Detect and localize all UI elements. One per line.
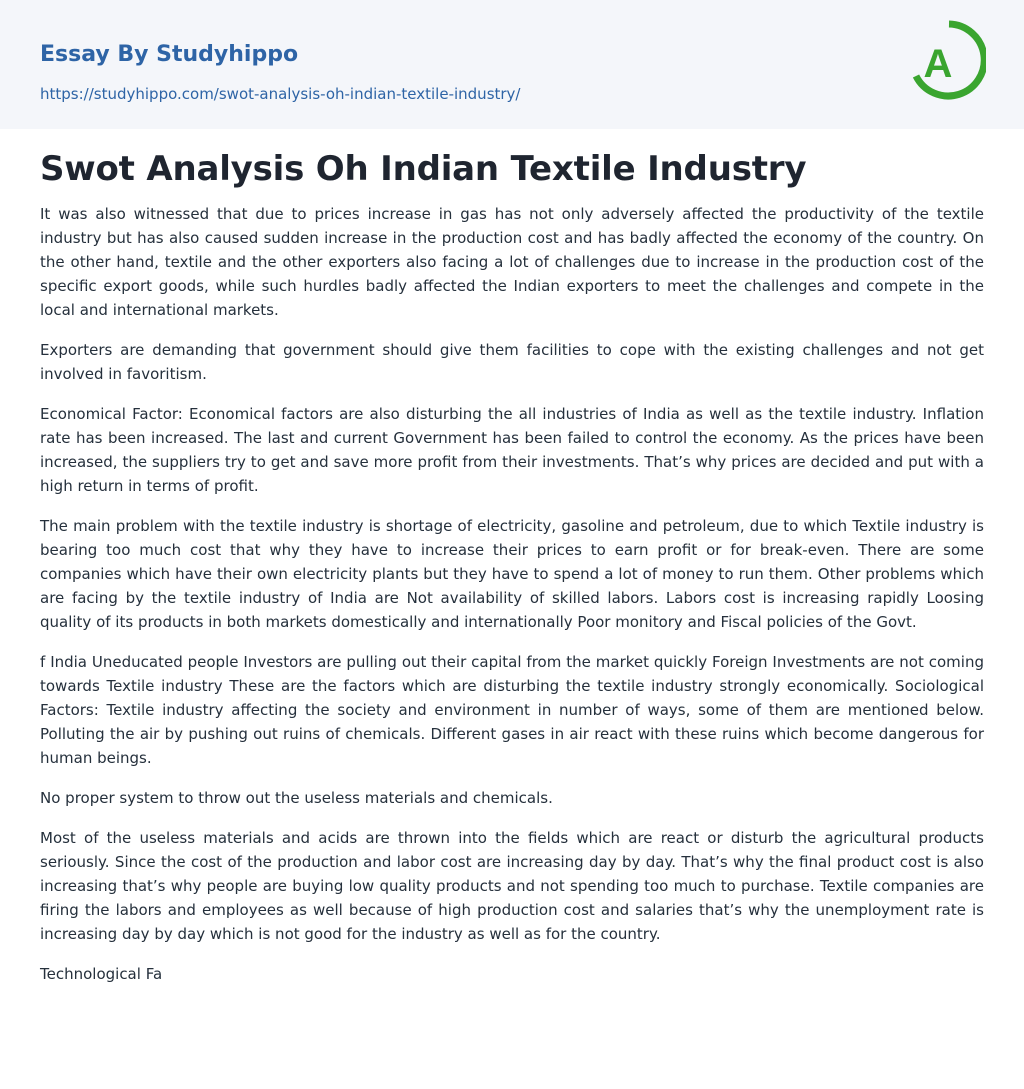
essay-paragraph: No proper system to throw out the useless materials and chemicals. [40, 789, 553, 807]
logo-letter: A [923, 42, 953, 86]
essay-paragraph: f India Uneducated people Investors are pulling out their capital from the market quickly Foreign Investments are not coming towards Textile industry These are the factors which are disturbing the textile industry strongly economically. Sociological Factors: Textile industry affecting the society and environment in number of ways, some of them are mentioned below. Polluting the air by pushing out ruins of chemicals. Different gases in air react with these ruins which become dangerous for human beings. [40, 653, 984, 767]
essay-url-link[interactable]: https://studyhippo.com/swot-analysis-oh-indian-textile-industry/ [40, 85, 521, 103]
studyhippo-logo-icon[interactable] [912, 19, 986, 105]
essay-paragraph: It was also witnessed that due to prices increase in gas has not only adversely affected the productivity of the textile industry but has also caused sudden increase in the production cost and has badly affected the economy of the country. On the other hand, textile and the other exporters also facing a lot of challenges due to increase in the production cost of the specific export goods, while such hurdles badly affected the Indian exporters to meet the challenges and compete in the local and international markets. [40, 205, 984, 319]
essay-body [40, 202, 984, 986]
article [40, 146, 984, 1002]
essay-paragraph: Most of the useless materials and acids are thrown into the fields which are react or disturb the agricultural products seriously. Since the cost of the production and labor cost are increasing day by day. That’s why the final product cost is also increasing that’s why people are buying low quality products and not spending too much to purchase. Textile companies are firing the labors and employees as well because of high production cost and salaries that’s why the unemployment rate is increasing day by day which is not good for the industry as well as for the country. [40, 829, 984, 943]
essay-title: Swot Analysis Oh Indian Textile Industry [40, 149, 807, 189]
site-brand[interactable]: Essay By Studyhippo [40, 42, 299, 67]
essay-paragraph: The main problem with the textile industry is shortage of electricity, gasoline and petroleum, due to which Textile industry is bearing too much cost that why they have to increase their prices to earn profit or for break-even. There are some companies which have their own electricity plants but they have to spend a lot of money to run them. Other problems which are facing by the textile industry of India are Not availability of skilled labors. Labors cost is increasing rapidly Loosing quality of its products in both markets domestically and internationally Poor monitory and Fiscal policies of the Govt. [40, 517, 984, 631]
essay-paragraph: Economical Factor: Economical factors are also disturbing the all industries of India as well as the textile industry. Inflation rate has been increased. The last and current Government has been failed to control the economy. As the prices have been increased, the suppliers try to get and save more profit from their investments. That’s why prices are decided and put with a high return in terms of profit. [40, 405, 984, 495]
essay-paragraph: Technological Fa [40, 965, 163, 983]
essay-paragraph: Exporters are demanding that government should give them facilities to cope with the existing challenges and not get involved in favoritism. [40, 341, 984, 383]
header [0, 0, 1024, 129]
